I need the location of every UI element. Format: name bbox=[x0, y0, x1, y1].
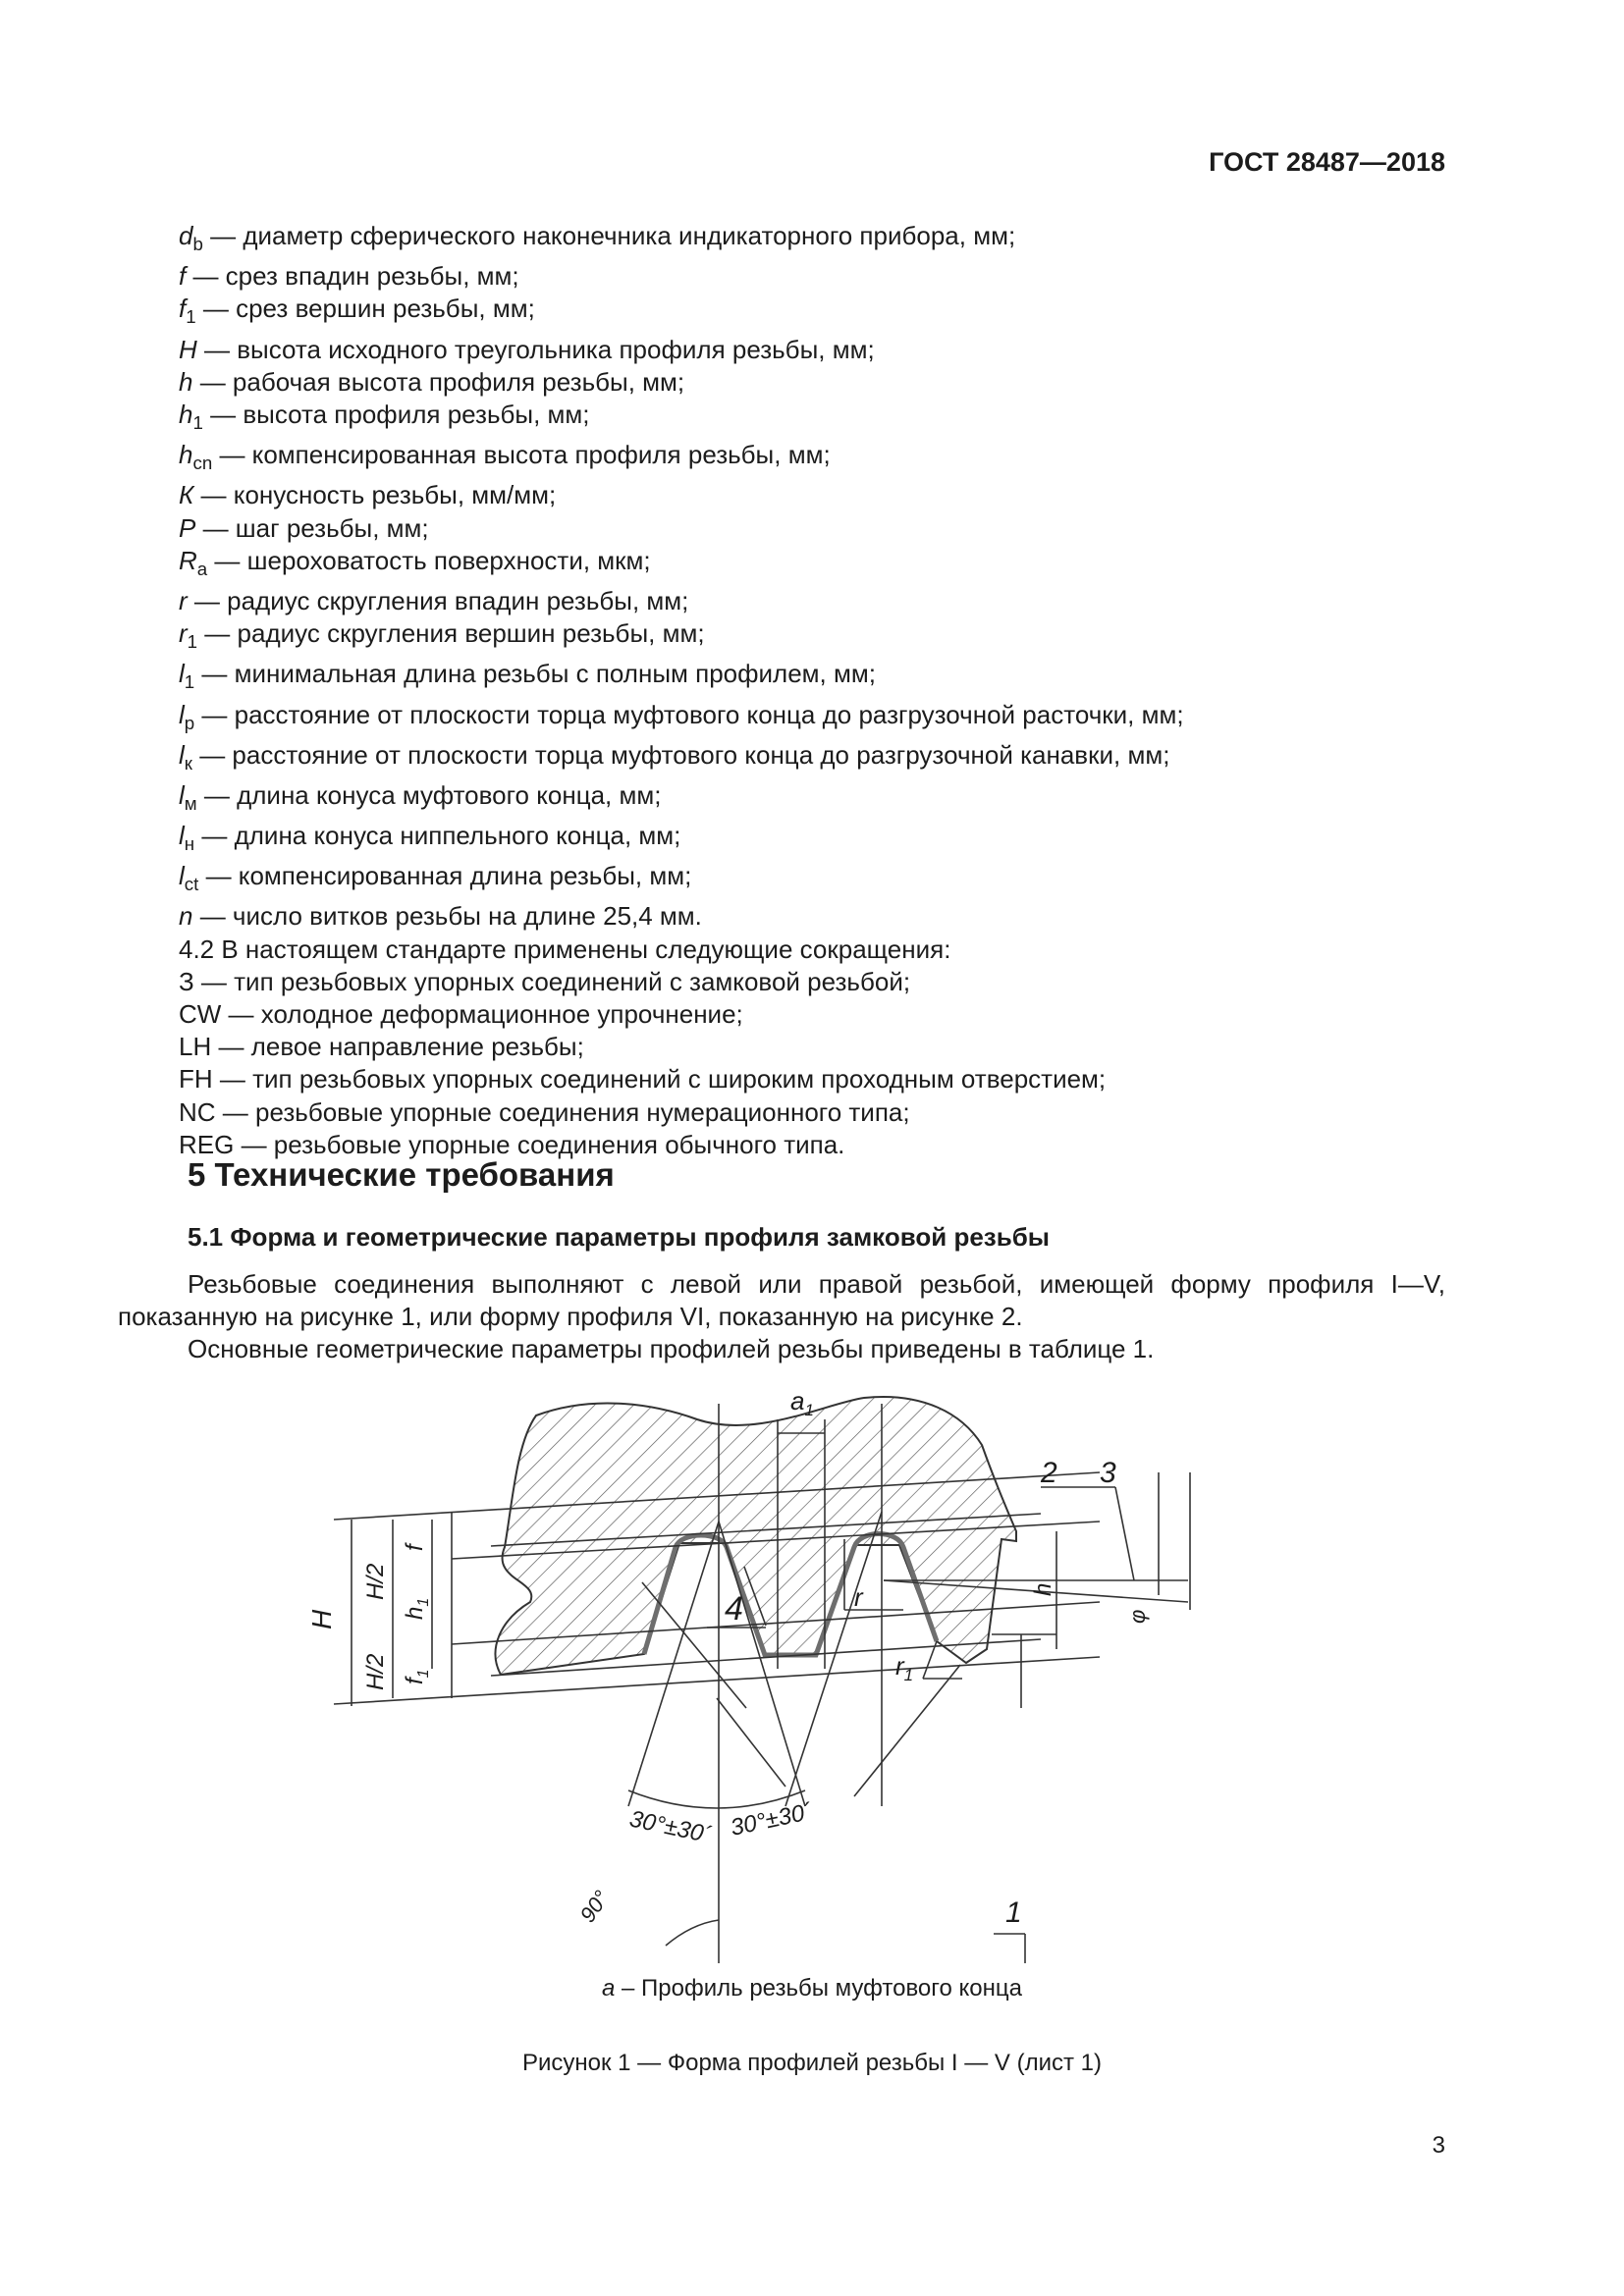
definition-symbol: f bbox=[179, 261, 187, 292]
definition-subscript: 1 bbox=[186, 306, 196, 328]
definition-text: — конусность резьбы, мм/мм; bbox=[193, 480, 557, 510]
definition-item bbox=[179, 617, 1184, 658]
label-phi: φ bbox=[1125, 1609, 1150, 1624]
label-H2-top: H/2 bbox=[362, 1563, 389, 1600]
definition-text: — число витков резьбы на длине 25,4 мм. bbox=[192, 901, 702, 932]
definition-symbol: h bbox=[179, 366, 193, 397]
definition-text: — радиус скругления вершин резьбы, мм; bbox=[197, 618, 705, 649]
label-r1: $r_1$ bbox=[895, 1651, 914, 1684]
definition-symbol: r bbox=[179, 618, 188, 649]
definition-symbol: l bbox=[179, 699, 185, 729]
paragraph: Резьбовые соединения выполняют с левой или правой резьбой, имеющей форму профиля I—V, показанную на рисунке 1, или форму профиля VI, показанную на рисунке 2. bbox=[118, 1269, 1445, 1331]
definition-text: — шероховатость поверхности, мкм; bbox=[207, 545, 651, 575]
definition-subscript: p bbox=[184, 712, 195, 733]
definition-item bbox=[179, 860, 1184, 900]
label-r: r bbox=[854, 1582, 863, 1612]
definition-item bbox=[179, 739, 1184, 779]
definition-item bbox=[179, 260, 1184, 293]
definition-text: — срез впадин резьбы, мм; bbox=[186, 261, 519, 292]
definition-subscript: cn bbox=[192, 453, 213, 474]
definition-text: — рабочая высота профиля резьбы, мм; bbox=[192, 366, 685, 397]
definition-symbol: l bbox=[179, 739, 185, 770]
definition-text: — длина конуса муфтового конца, мм; bbox=[196, 779, 662, 810]
angle-left-label: 30°±30´ bbox=[626, 1805, 714, 1849]
definition-subscript: к bbox=[184, 752, 192, 774]
callout-1: 1 bbox=[1005, 1896, 1022, 1929]
definition-text: — компенсированная высота профиля резьбы, мм; bbox=[212, 440, 831, 470]
definition-item bbox=[179, 699, 1184, 739]
definition-item bbox=[179, 293, 1184, 333]
label-h: h bbox=[1030, 1582, 1056, 1596]
definition-symbol: r bbox=[179, 585, 188, 615]
definition-symbol: К bbox=[179, 480, 194, 510]
definition-subscript: н bbox=[184, 833, 195, 855]
definition-symbol: f bbox=[179, 294, 187, 324]
definition-symbol: l bbox=[179, 659, 185, 689]
page-number: 3 bbox=[1432, 2132, 1445, 2159]
definition-item bbox=[179, 334, 1184, 366]
abbreviation-item: FH — тип резьбовых упорных соединений с широким проходным отверстием; bbox=[179, 1064, 1107, 1095]
definitions-list bbox=[179, 220, 1184, 1161]
definition-item bbox=[179, 220, 1184, 260]
label-a1: $a_1$ bbox=[790, 1386, 814, 1419]
definition-subscript: м bbox=[184, 792, 197, 814]
definition-text: — длина конуса ниппельного конца, мм; bbox=[194, 821, 681, 851]
definition-item bbox=[179, 399, 1184, 439]
figure-caption: Рисунок 1 — Форма профилей резьбы I — V (лист 1) bbox=[521, 2050, 1102, 2076]
definition-text: — срез вершин резьбы, мм; bbox=[195, 294, 535, 324]
definition-item bbox=[179, 366, 1184, 399]
definition-symbol: H bbox=[179, 334, 197, 364]
definition-text: — минимальная длина резьбы с полным профилем, мм; bbox=[194, 659, 876, 689]
definition-item bbox=[179, 479, 1184, 511]
definition-symbol: h bbox=[179, 440, 193, 470]
definition-symbol: l bbox=[179, 861, 185, 891]
abbreviation-item: CW — холодное деформационное упрочнение; bbox=[179, 999, 743, 1030]
definition-symbol: R bbox=[179, 545, 197, 575]
label-H: H bbox=[306, 1609, 337, 1629]
definition-subscript: 1 bbox=[192, 411, 203, 433]
angle-right-label: 30°±30´ bbox=[728, 1797, 815, 1842]
definition-symbol: l bbox=[179, 779, 185, 810]
definition-subscript: b bbox=[192, 233, 203, 254]
definition-item bbox=[179, 779, 1184, 820]
definition-subscript: 1 bbox=[184, 671, 195, 693]
definition-text: — диаметр сферического наконечника индикаторного прибора, мм; bbox=[202, 221, 1016, 250]
label-f1: $f_1$ bbox=[402, 1669, 432, 1684]
label-H2-bottom: H/2 bbox=[362, 1653, 389, 1690]
definition-item bbox=[179, 658, 1184, 698]
document-number: ГОСТ 28487—2018 bbox=[1209, 147, 1445, 177]
definition-symbol: h bbox=[179, 399, 193, 429]
definition-item bbox=[179, 439, 1184, 479]
definition-symbol: n bbox=[179, 901, 193, 932]
callout-2: 2 bbox=[1041, 1457, 1057, 1489]
definition-item bbox=[179, 900, 1184, 933]
definition-text: — высота исходного треугольника профиля резьбы, мм; bbox=[196, 334, 875, 364]
definition-symbol: l bbox=[179, 821, 185, 851]
definition-symbol: d bbox=[179, 221, 193, 250]
definition-symbol: P bbox=[179, 512, 196, 543]
definition-subscript: ct bbox=[184, 874, 199, 895]
thread-profile-drawing bbox=[295, 1374, 1237, 1963]
abbreviation-item: REG — резьбовые упорные соединения обычного типа. bbox=[179, 1129, 845, 1159]
definition-text: — расстояние от плоскости торца муфтового конца до разгрузочной расточки, мм; bbox=[194, 699, 1184, 729]
abbreviation-item: З — тип резьбовых упорных соединений с замковой резьбой; bbox=[179, 966, 911, 996]
definition-subscript: a bbox=[196, 558, 208, 579]
definition-text: — радиус скругления впадин резьбы, мм; bbox=[187, 585, 689, 615]
abbreviation-item: NC — резьбовые упорные соединения нумерационного типа; bbox=[179, 1096, 910, 1127]
definition-item bbox=[179, 820, 1184, 860]
abbreviation-item: LH — левое направление резьбы; bbox=[179, 1032, 584, 1062]
definition-subscript: 1 bbox=[187, 631, 198, 653]
callout-3: 3 bbox=[1100, 1457, 1116, 1489]
callout-4: 4 bbox=[725, 1590, 743, 1628]
label-f: f bbox=[402, 1544, 428, 1551]
paragraph: Основные геометрические параметры профилей резьбы приведены в таблице 1. bbox=[188, 1334, 1155, 1363]
angle-90-label: 90° bbox=[574, 1886, 615, 1927]
definition-item bbox=[179, 545, 1184, 585]
definition-text: — шаг резьбы, мм; bbox=[195, 512, 429, 543]
definition-text: — высота профиля резьбы, мм; bbox=[202, 399, 590, 429]
definition-text: — расстояние от плоскости торца муфтового конца до разгрузочной канавки, мм; bbox=[191, 739, 1170, 770]
label-h1: $h_1$ bbox=[402, 1597, 432, 1620]
abbreviations-intro: 4.2 В настоящем стандарте применены следующие сокращения: bbox=[179, 934, 951, 964]
definition-text: — компенсированная длина резьбы, мм; bbox=[198, 861, 692, 891]
section-title: 5 Технические требования bbox=[188, 1156, 615, 1193]
figure-subcaption: а – Профиль резьбы муфтового конца bbox=[602, 1975, 1022, 2002]
definition-item bbox=[179, 585, 1184, 617]
definition-item bbox=[179, 512, 1184, 545]
subsection-title: 5.1 Форма и геометрические параметры профиля замковой резьбы bbox=[188, 1222, 1050, 1252]
